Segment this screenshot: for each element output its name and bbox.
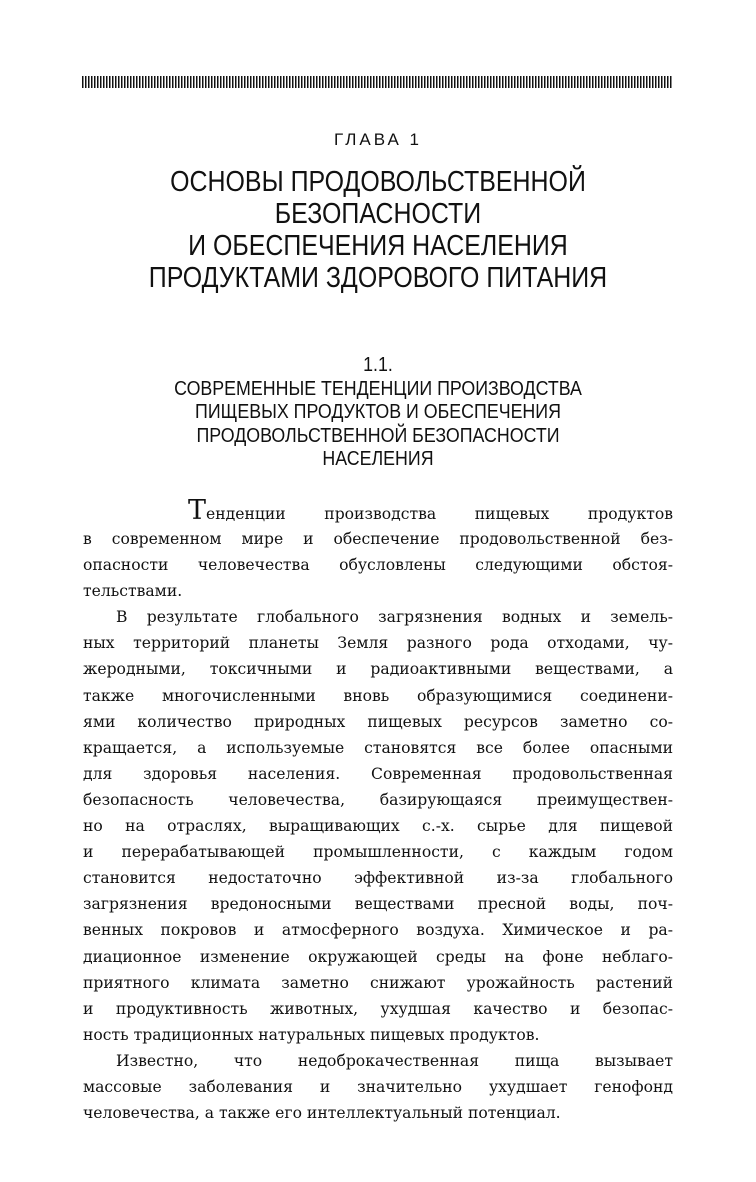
text-line: для здоровья населения. Современная продовольственная: [83, 764, 673, 783]
text-line: и продуктивность животных, ухудшая качество и безопас-: [83, 999, 673, 1018]
text-line: также многочисленными вновь образующимися соединени-: [83, 686, 673, 705]
text-line: становится недостаточно эффективной из-за глобального: [83, 869, 673, 888]
drop-cap: Т: [188, 495, 207, 526]
section-title-line: ПИЩЕВЫХ ПРОДУКТОВ И ОБЕСПЕЧЕНИЯ: [195, 401, 561, 423]
chapter-title-line: ОСНОВЫ ПРОДОВОЛЬСТВЕННОЙ: [170, 166, 586, 198]
text-line: приятного климата заметно снижают урожайность растений: [83, 973, 673, 992]
text-line: и перерабатывающей промышленности, с каждым годом: [83, 843, 673, 862]
text-line: опасности человечества обусловлены следующими обстоя-: [83, 556, 673, 575]
paragraph-1-first-line: [83, 496, 673, 526]
text-line: ных территорий планеты Земля разного рода отходами, чу-: [83, 634, 673, 653]
decorative-header-rule: [82, 76, 672, 88]
chapter-title: [105, 166, 652, 294]
text-line: ями количество природных пищевых ресурсов заметно со-: [83, 712, 673, 731]
text-line: загрязнения вредоносными веществами пресной воды, поч-: [83, 895, 673, 914]
text-line: кращается, а используемые становятся все более опасными: [83, 738, 673, 757]
text-line: В результате глобального загрязнения водных и земель-: [116, 608, 673, 627]
chapter-label: ГЛАВА 1: [333, 130, 423, 149]
text-line: безопасность человечества, базирующаяся преимуществен-: [83, 790, 673, 809]
text-line: в современном мире и обеспечение продовольственной без-: [83, 530, 673, 548]
chapter-title-line: И ОБЕСПЕЧЕНИЯ НАСЕЛЕНИЯ: [188, 230, 568, 262]
section-title-line: ПРОДОВОЛЬСТВЕННОЙ БЕЗОПАСНОСТИ: [196, 424, 560, 447]
chapter-title-line: БЕЗОПАСНОСТИ: [274, 198, 482, 230]
first-line-text: енденции производства пищевых продуктов: [206, 505, 673, 523]
text-line: ность традиционных натуральных пищевых продуктов.: [83, 1025, 540, 1044]
section-title-line: НАСЕЛЕНИЯ: [322, 448, 434, 470]
section-heading: [95, 354, 661, 472]
text-line: Известно, что недоброкачественная пища вызывает: [116, 1051, 673, 1070]
text-line: но на отраслях, выращивающих с.-х. сырье для пищевой: [83, 817, 673, 836]
text-line: жеродными, токсичными и радиоактивными веществами, а: [83, 660, 673, 679]
text-line: венных покровов и атмосферного воздуха. Химическое и ра-: [83, 921, 673, 940]
body-text: [83, 496, 673, 1126]
text-line: тельствами.: [83, 582, 183, 601]
text-line: человечества, а также его интеллектуальный потенциал.: [83, 1104, 561, 1123]
chapter-title-line: ПРОДУКТАМИ ЗДОРОВОГО ПИТАНИЯ: [148, 262, 608, 294]
section-title-line: СОВРЕМЕННЫЕ ТЕНДЕНЦИИ ПРОИЗВОДСТВА: [174, 377, 582, 400]
section-number: 1.1.: [363, 354, 393, 376]
text-line: массовые заболевания и значительно ухудшает генофонд: [83, 1077, 673, 1096]
text-line: диационное изменение окружающей среды на фоне неблаго-: [83, 947, 673, 966]
